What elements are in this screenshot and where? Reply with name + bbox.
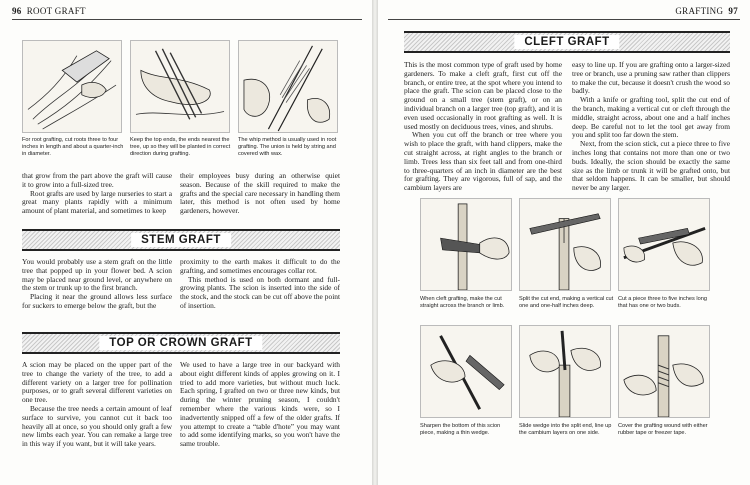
paragraph: easy to line up. If you are grafting onto a larger-sized tree or branch, use a pruning saw rather than clippers to make the cut, because it doesn't crush the wood so badly.	[572, 60, 730, 96]
cleft-column-2	[572, 61, 730, 193]
paragraph: This is the most common type of graft used by home gardeners. To make a cleft graft, first cut off the branch, or entire tree, at the spot where you intend to place the graft. The scion can be placed close to the ground on a small tree (stem graft), or on an individual branch on a larger tree (top graft), and it is even used occasionally in root grafting as well. It is used mostly on deciduous trees, vines, and shrubs.	[404, 60, 562, 131]
caption-root-ends: Keep the top ends, the ends nearest the tree, up so they will be planted in correct direction during grafting.	[130, 137, 231, 157]
left-header-rule	[12, 19, 362, 20]
paragraph: Root grafts are used by large nurseries to start a great many plants rapidly with a minimum amount of plant material, and sometimes to keep	[22, 188, 172, 216]
caption-whip-method: The whip method is usually used in root grafting. The union is held by string and covered with wax.	[238, 137, 337, 157]
slide-wedge-figure	[519, 325, 611, 418]
paragraph: that grow from the part above the graft will cause it to grow into a full-sized tree.	[22, 171, 172, 189]
left-page	[0, 0, 372, 485]
stem-column-1	[22, 258, 172, 311]
root-ends-figure	[130, 40, 230, 133]
paragraph: With a knife or grafting tool, split the cut end of the branch, making a vertical cut or cleft through the middle, straight across, about one and a half inches deep. Be careful not to let the tool get away from you and split too far down the stem.	[572, 95, 730, 140]
whip-graft-figure	[238, 40, 338, 133]
right-running-title: GRAFTING	[675, 6, 724, 16]
top-crown-graft-banner	[22, 332, 340, 354]
paragraph: When you cut off the branch or tree where you wish to place the graft, with hand clippers, make the cut straight across, at right angles to the branch or limb. Trees less than six feet tall and from one-third to three-quarters of an inch in diameter are the best for grafting. They are vigorous, full of sap, and the cambium layers are	[404, 130, 562, 193]
paragraph: You would probably use a stem graft on the little tree that popped up in your flower bed. A scion may be placed near ground level, or anywhere on the stem or trunk up to the first branch.	[22, 257, 172, 293]
cleft-graft-banner	[404, 31, 730, 53]
left-running-title: ROOT GRAFT	[26, 6, 86, 16]
caption-root-cut: For root grafting, cut roots three to four inches in length and about a quarter-inch in diameter.	[22, 137, 124, 157]
left-page-number: 96	[12, 6, 22, 16]
paragraph: We used to have a large tree in our backyard with about eight different kinds of apples growing on it. I tried to add more varieties, but without much luck. Each spring, I grafted on two or three new kinds, but during the winter pruning season, I couldn't remember where the various kinds were, so I inadvertently snipped off a few of the older grafts. If you attempt to create a “table d'hote” you may want to add some identifying marks, so you won't have the same trouble.	[180, 360, 340, 449]
intro-column-1	[22, 172, 172, 216]
paragraph: proximity to the earth makes it difficult to do the grafting, and sometimes encourages collar rot.	[180, 257, 340, 275]
right-header-rule	[388, 19, 740, 20]
stem-column-2	[180, 258, 340, 311]
cleft-graft-heading: CLEFT GRAFT	[514, 35, 619, 49]
clipper-cut-figure	[420, 198, 512, 291]
paragraph: Next, from the scion stick, cut a piece three to five inches long that contains not more than one or two buds. Ideally, the scion should be exactly the same size as the limb or trunk it will be grafted onto, but that seldom happens. It can be smaller, but should never be any larger.	[572, 139, 730, 193]
top-column-2	[180, 361, 340, 449]
paragraph: Placing it near the ground allows less surface for suckers to emerge below the graft, but the	[22, 292, 172, 310]
scion-cut-figure	[618, 198, 710, 291]
top-column-1	[22, 361, 172, 449]
intro-column-2	[180, 172, 340, 216]
caption-cover-wound: Cover the grafting wound with either rubber tape or freezer tape.	[618, 423, 708, 436]
sharpen-scion-figure	[420, 325, 512, 418]
paragraph: Because the tree needs a certain amount of leaf surface to survive, you cannot cut it back too heavily all at once, so you should only graft a few new limbs each year. You can remake a large tree in this way if you want, but it will take years.	[22, 403, 172, 449]
stem-graft-heading: STEM GRAFT	[131, 233, 231, 247]
caption-sharpen-scion: Sharpen the bottom of this scion piece, making a thin wedge.	[420, 423, 501, 436]
left-running-head	[12, 6, 86, 16]
cleft-column-1	[404, 61, 562, 193]
root-cutting-figure	[22, 40, 122, 133]
caption-slide-wedge: Slide wedge into the split end, line up the cambium layers on one side.	[519, 423, 612, 436]
paragraph: This method is used on both dormant and full-growing plants. The scion is inserted into the side of the stock, and the stock can be cut off above the point of insertion.	[180, 274, 340, 310]
split-end-figure	[519, 198, 611, 291]
paragraph: A scion may be placed on the upper part of the tree to change the variety of the tree, to add a different variety on a larger tree for pollination purposes, or to graft several different varieties on one tree.	[22, 360, 172, 405]
right-page-number: 97	[728, 6, 738, 16]
right-running-head	[675, 6, 738, 16]
right-page	[378, 0, 750, 485]
caption-cut-straight: When cleft grafting, make the cut straight across the branch or limb.	[420, 296, 505, 309]
caption-cut-piece: Cut a piece three to five inches long that has one or two buds.	[618, 296, 707, 309]
paragraph: their employees busy during an otherwise quiet season. Because of the skill required to make the grafts and the special care necessary in handling them later, this method is not often used by home gardeners, however.	[180, 171, 340, 216]
cover-wound-figure	[618, 325, 710, 418]
caption-split-end: Split the cut end, making a vertical cut one and one-half inches deep.	[519, 296, 614, 309]
top-crown-graft-heading: TOP OR CROWN GRAFT	[99, 336, 262, 350]
stem-graft-banner	[22, 229, 340, 251]
